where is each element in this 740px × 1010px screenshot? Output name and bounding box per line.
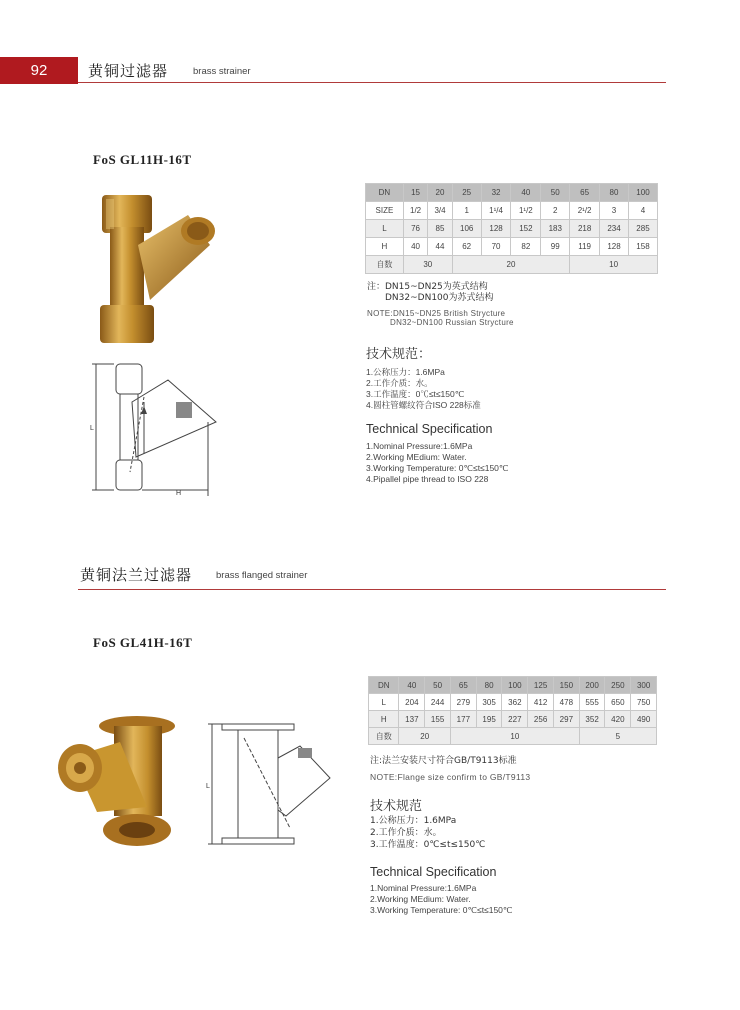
table-cell: 195 xyxy=(476,711,502,728)
product2-drawing xyxy=(200,718,335,853)
table-cell: 85 xyxy=(428,220,452,238)
count-cell: 10 xyxy=(450,728,579,745)
table-cell: 128 xyxy=(600,238,629,256)
product2-tech-en-list xyxy=(370,883,512,916)
product1-drawing xyxy=(88,362,218,502)
table-row xyxy=(369,694,657,711)
page-number: 92 xyxy=(0,57,78,84)
section2-subtitle: brass flanged strainer xyxy=(216,570,308,581)
table-cell: 555 xyxy=(579,694,605,711)
count-cell: 30 xyxy=(403,256,452,274)
table-cell: 152 xyxy=(511,220,541,238)
table-cell: 227 xyxy=(502,711,528,728)
table-cell: 32 xyxy=(481,184,511,202)
table-cell: 2¹/2 xyxy=(570,202,600,220)
table-cell: 40 xyxy=(511,184,541,202)
spec-item: 4.圆柱管螺纹符合ISO 228标准 xyxy=(366,400,481,410)
table-cell: 70 xyxy=(481,238,511,256)
header-rule xyxy=(78,82,666,83)
table-cell: 285 xyxy=(628,220,657,238)
table-cell: 80 xyxy=(600,184,629,202)
table-cell: 650 xyxy=(605,694,631,711)
table-cell: 100 xyxy=(628,184,657,202)
spec-item: 3.工作温度：0℃≤t≤150℃ xyxy=(366,389,465,399)
table-cell: 218 xyxy=(570,220,600,238)
table-row xyxy=(366,220,658,238)
table-cell: 420 xyxy=(605,711,631,728)
section2-title: 黄铜法兰过滤器 xyxy=(80,566,193,584)
table-cell: 478 xyxy=(553,694,579,711)
drawing1-h-label: H xyxy=(176,490,182,497)
table-cell: 20 xyxy=(428,184,452,202)
table-cell: 1/2 xyxy=(403,202,427,220)
table-cell: 200 xyxy=(579,677,605,694)
table-cell: 25 xyxy=(452,184,481,202)
spec-item: 1.公称压力：1.6MPa xyxy=(370,816,457,826)
table-cell: 82 xyxy=(511,238,541,256)
spec-item: 1.Nominal Pressure:1.6MPa xyxy=(370,883,477,893)
row-header-cell: H xyxy=(369,711,399,728)
table-cell: 62 xyxy=(452,238,481,256)
product1-photo xyxy=(88,195,218,345)
spec-item: 3.工作温度：0℃≤t≤150℃ xyxy=(370,840,486,850)
row-header-cell: L xyxy=(366,220,404,238)
table-cell: 204 xyxy=(399,694,425,711)
table-cell: 1¹/2 xyxy=(511,202,541,220)
product2-tech-cn-list xyxy=(370,815,485,851)
product2-note-en: NOTE:Flange size confirm to GB/T9113 xyxy=(370,772,531,782)
table-cell: 50 xyxy=(425,677,451,694)
table-cell: 155 xyxy=(425,711,451,728)
table-cell: 99 xyxy=(541,238,570,256)
count-cell: 5 xyxy=(579,728,656,745)
table-cell: 490 xyxy=(631,711,657,728)
table-cell: 125 xyxy=(528,677,554,694)
table-cell: 65 xyxy=(570,184,600,202)
table-cell: 279 xyxy=(450,694,476,711)
spec-item: 2.Working MEdium: Water. xyxy=(370,894,471,904)
table-row-count xyxy=(369,728,657,745)
table-row xyxy=(369,711,657,728)
product1-tech-en-list xyxy=(366,441,508,485)
table-cell: 100 xyxy=(502,677,528,694)
table-cell: 40 xyxy=(403,238,427,256)
table-cell: 297 xyxy=(553,711,579,728)
table-cell: 150 xyxy=(553,677,579,694)
product1-tech-en-title: Technical Specification xyxy=(366,422,493,436)
table-cell: 362 xyxy=(502,694,528,711)
product2-note-cn: 注:法兰安装尺寸符合GB/T9113标准 xyxy=(370,756,517,766)
table-cell: 244 xyxy=(425,694,451,711)
row-header-cell: H xyxy=(366,238,404,256)
table-cell: 2 xyxy=(541,202,570,220)
spec-item: 2.Working MEdium: Water. xyxy=(366,452,467,462)
table-cell: 3/4 xyxy=(428,202,452,220)
table-cell: 305 xyxy=(476,694,502,711)
product2-spec-table xyxy=(368,676,657,745)
table-cell: 158 xyxy=(628,238,657,256)
product2-model: FoS GL41H-16T xyxy=(93,635,193,650)
product1-model: FoS GL11H-16T xyxy=(93,152,192,167)
table-cell: 137 xyxy=(399,711,425,728)
spec-item: 1.公称压力：1.6MPa xyxy=(366,367,445,377)
product2-tech-en-title: Technical Specification xyxy=(370,865,497,879)
row-header-cell: DN xyxy=(366,184,404,202)
row-header-cell: 自数 xyxy=(366,256,404,274)
table-cell: 3 xyxy=(600,202,629,220)
product1-tech-cn-title: 技术规范： xyxy=(366,347,432,362)
spec-item: 3.Working Temperature: 0℃≤t≤150℃ xyxy=(370,905,513,915)
spec-item: 4.Pipallel pipe thread to ISO 228 xyxy=(366,474,489,484)
product1-note-en-2: DN32~DN100 Russian Strycture xyxy=(390,318,514,327)
drawing2-l-label: L xyxy=(206,783,210,790)
drawing1-l-label: L xyxy=(90,425,94,432)
product1-note-cn-2: DN32~DN100为苏式结构 xyxy=(385,293,494,303)
row-header-cell: SIZE xyxy=(366,202,404,220)
table-cell: 80 xyxy=(476,677,502,694)
spec-item: 1.Nominal Pressure:1.6MPa xyxy=(366,441,473,451)
spec-item: 3.Working Temperature: 0℃≤t≤150℃ xyxy=(366,463,509,473)
row-header-cell: 自数 xyxy=(369,728,399,745)
table-cell: 250 xyxy=(605,677,631,694)
product1-note-cn-1: 注：DN15~DN25为英式结构 xyxy=(367,282,488,292)
table-cell: 412 xyxy=(528,694,554,711)
page-subtitle: brass strainer xyxy=(193,66,251,77)
table-cell: 750 xyxy=(631,694,657,711)
spec-item: 2.工作介质：水。 xyxy=(366,378,433,388)
table-cell: 300 xyxy=(631,677,657,694)
table-cell: 119 xyxy=(570,238,600,256)
table-cell: 1 xyxy=(452,202,481,220)
row-header-cell: L xyxy=(369,694,399,711)
table-cell: 177 xyxy=(450,711,476,728)
count-cell: 10 xyxy=(570,256,658,274)
product1-tech-cn-list xyxy=(366,367,481,411)
row-header-cell: DN xyxy=(369,677,399,694)
table-cell: 65 xyxy=(450,677,476,694)
table-cell: 15 xyxy=(403,184,427,202)
table-cell: 352 xyxy=(579,711,605,728)
table-cell: 256 xyxy=(528,711,554,728)
table-row xyxy=(366,238,658,256)
table-cell: 106 xyxy=(452,220,481,238)
table-cell: 44 xyxy=(428,238,452,256)
table-cell: 4 xyxy=(628,202,657,220)
count-cell: 20 xyxy=(399,728,451,745)
table-cell: 234 xyxy=(600,220,629,238)
table-row xyxy=(366,202,658,220)
table-cell: 76 xyxy=(403,220,427,238)
product1-note-en-1: NOTE:DN15~DN25 British Strycture xyxy=(367,309,506,318)
product2-tech-cn-title: 技术规范 xyxy=(370,799,423,814)
table-cell: 128 xyxy=(481,220,511,238)
spec-item: 2.工作介质：水。 xyxy=(370,828,442,838)
product2-photo xyxy=(52,712,192,852)
section2-rule xyxy=(78,589,666,590)
table-row xyxy=(369,677,657,694)
product1-spec-table xyxy=(365,183,658,274)
count-cell: 20 xyxy=(452,256,570,274)
table-row xyxy=(366,184,658,202)
page-title: 黄铜过滤器 xyxy=(88,62,169,80)
table-row-count xyxy=(366,256,658,274)
table-cell: 40 xyxy=(399,677,425,694)
table-cell: 1¹/4 xyxy=(481,202,511,220)
table-cell: 50 xyxy=(541,184,570,202)
table-cell: 183 xyxy=(541,220,570,238)
